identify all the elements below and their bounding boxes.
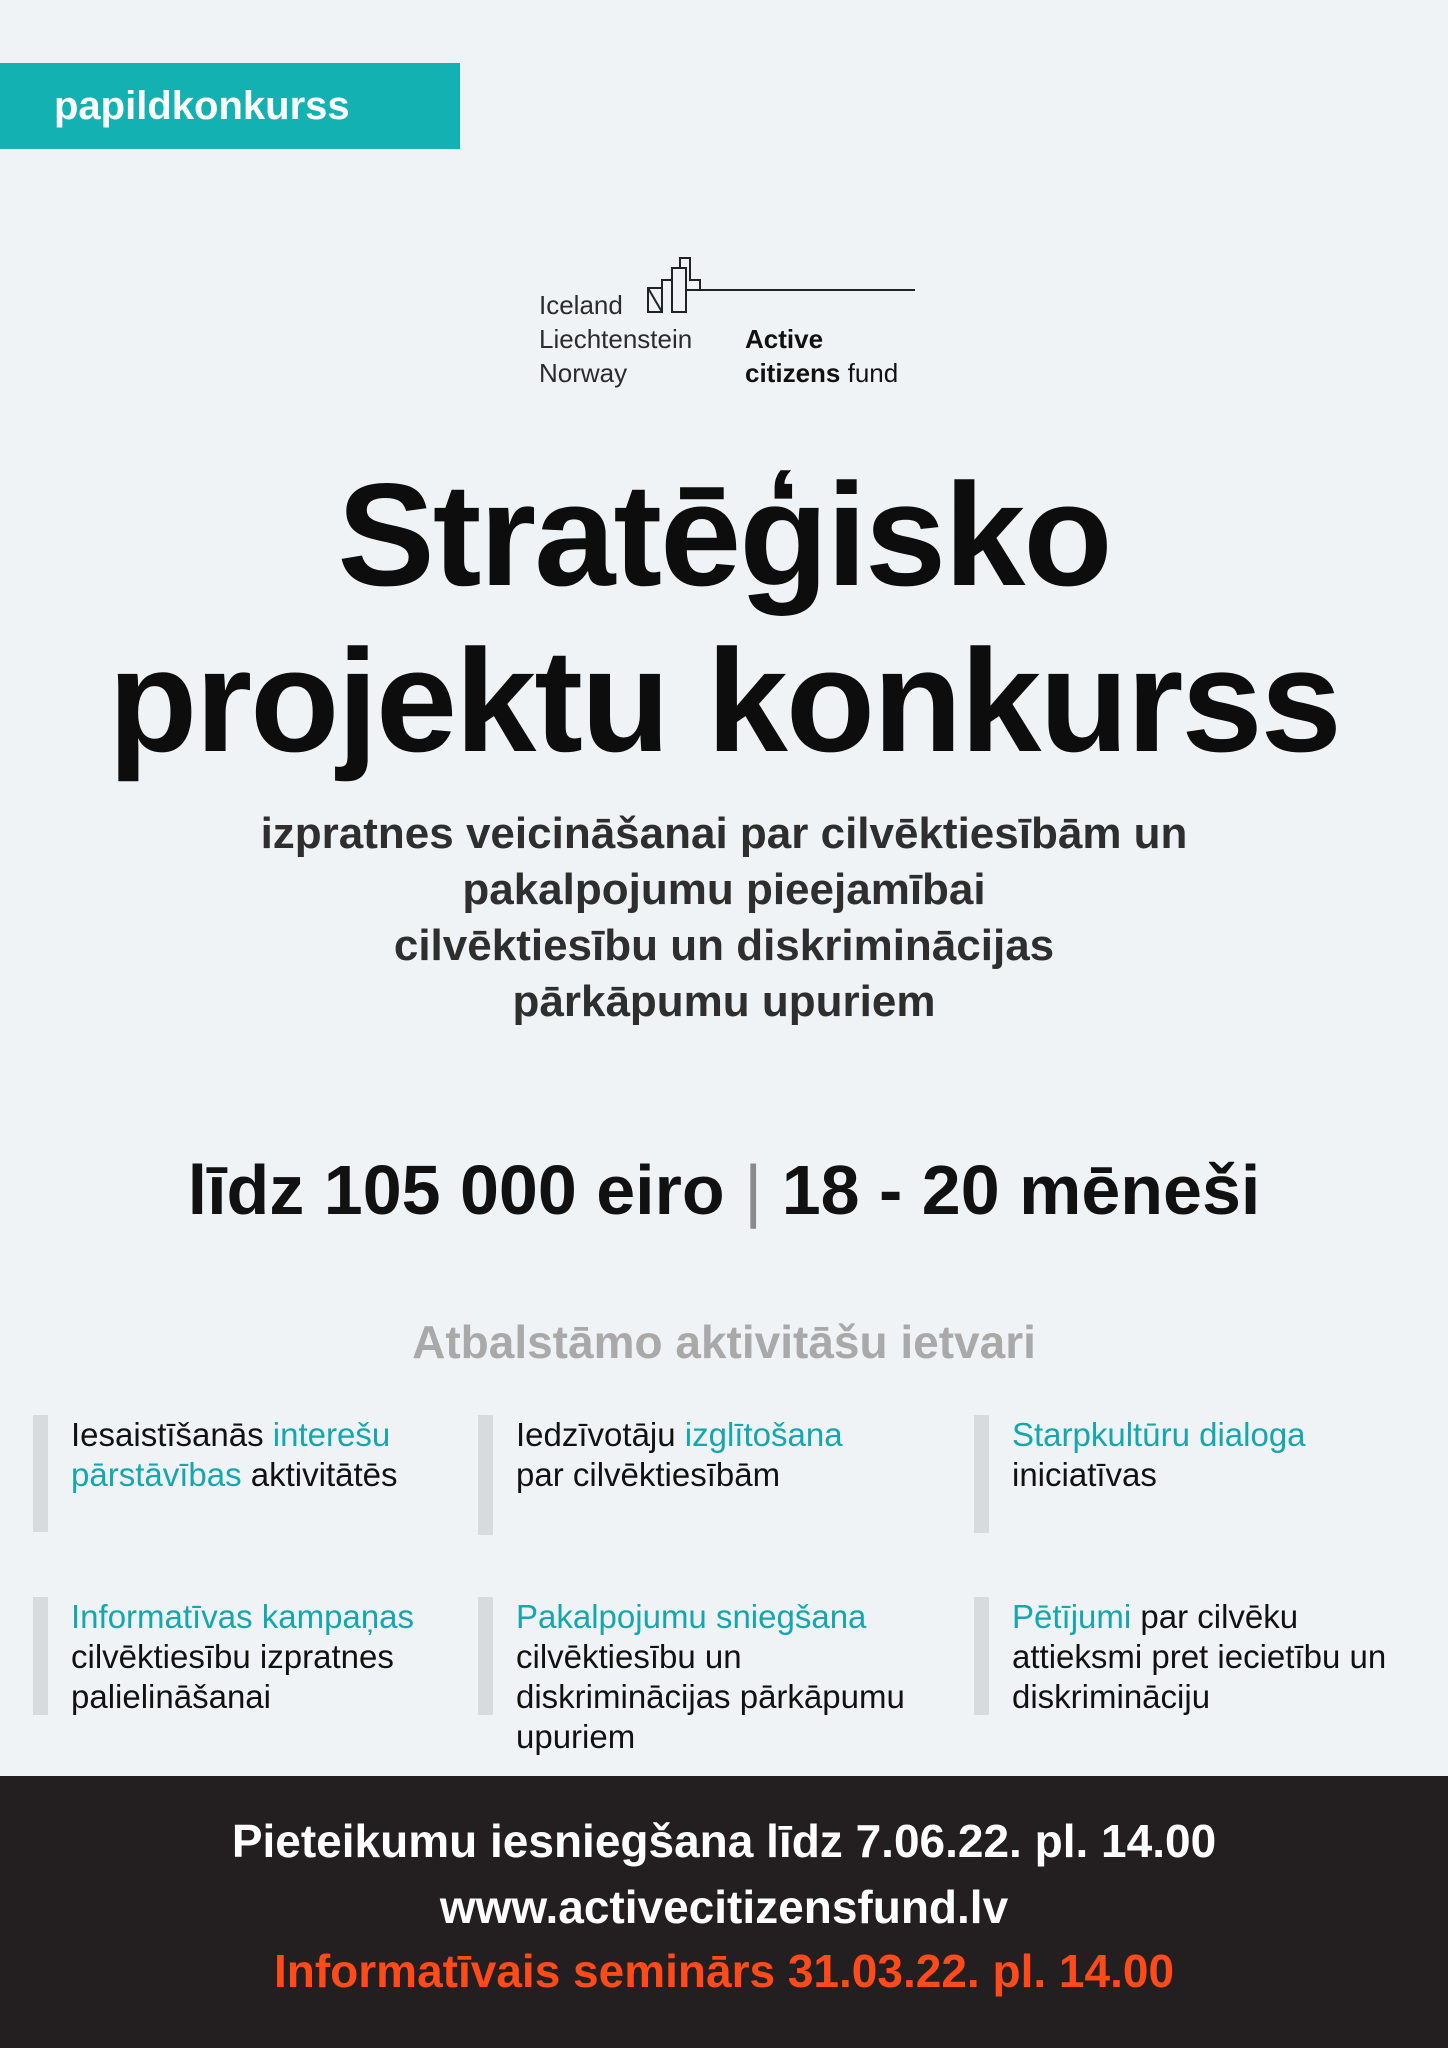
activity-text xyxy=(516,1415,896,1495)
country-iceland: Iceland xyxy=(539,290,623,320)
card-accent-bar xyxy=(974,1597,989,1715)
subtitle-line-3: cilvēktiesību un diskriminācijas xyxy=(393,921,1055,970)
activity-text xyxy=(516,1597,936,1757)
funding-amount: līdz 105 000 eiro xyxy=(187,1151,725,1229)
activity-highlight: Informatīvas kampaņas xyxy=(71,1598,414,1635)
activity-text xyxy=(71,1597,471,1717)
activity-text-post: iniciatīvas xyxy=(1012,1456,1157,1493)
activity-text-pre: Iedzīvotāju xyxy=(516,1416,685,1453)
subtitle-line-1: izpratnes veicināšanai par cilvēktiesībām un xyxy=(260,809,1188,858)
activity-text-post: par cilvēktiesībām xyxy=(516,1456,781,1493)
subtitle-line-2: pakalpojumu pieejamībai xyxy=(462,865,986,914)
brand-citizens: citizens xyxy=(745,358,841,388)
activity-text-post: aktivitātēs xyxy=(241,1456,398,1493)
activity-text-post: cilvēktiesību un diskriminācijas pārkāpumu upuriem xyxy=(516,1638,905,1755)
country-liechtenstein: Liechtenstein xyxy=(539,324,693,354)
fund-brand-name xyxy=(745,322,898,390)
activity-text-post: cilvēktiesību izpratnes palielināšanai xyxy=(71,1638,394,1715)
application-deadline: Pieteikumu iesniegšana līdz 7.06.22. pl. 14.00 xyxy=(231,1815,1217,1867)
card-accent-bar xyxy=(33,1415,48,1532)
website-link[interactable]: www.activecitizensfund.lv xyxy=(439,1881,1009,1933)
title-line-2: projektu konkurss xyxy=(108,619,1340,782)
subtitle xyxy=(0,806,1448,1030)
card-accent-bar xyxy=(974,1415,989,1533)
countries-list xyxy=(539,288,692,390)
activity-text-post: par cilvēku attieksmi pret iecietību un diskrimināciju xyxy=(1012,1598,1387,1715)
funding-duration: 18 - 20 mēneši xyxy=(781,1151,1261,1229)
activities-heading: Atbalstāmo aktivitāšu ietvari xyxy=(412,1316,1036,1368)
activity-text-pre: Iesaistīšanās xyxy=(71,1416,273,1453)
brand-fund: fund xyxy=(847,358,899,388)
brand-active: Active xyxy=(745,324,824,354)
page-title xyxy=(0,452,1448,784)
funding-info xyxy=(0,1145,1448,1235)
active-citizens-fund-logo xyxy=(535,250,915,390)
subtitle-line-4: pārkāpumu upuriem xyxy=(512,977,936,1026)
activity-text xyxy=(1012,1415,1412,1495)
funding-separator: | xyxy=(744,1151,763,1229)
title-line-1: Stratēģisko xyxy=(337,453,1111,616)
contest-tag: papildkonkurss xyxy=(0,63,460,149)
activity-highlight: Pētījumi xyxy=(1012,1598,1132,1635)
activity-highlight: Starpkultūru dialoga xyxy=(1012,1416,1306,1453)
country-norway: Norway xyxy=(539,358,628,388)
activity-highlight: Pakalpojumu sniegšana xyxy=(516,1598,867,1635)
activity-text xyxy=(71,1415,491,1495)
activity-text xyxy=(1012,1597,1432,1717)
activity-highlight: interešu pārstāvības xyxy=(71,1416,391,1493)
footer xyxy=(0,1776,1448,2048)
activity-highlight: izglītošana xyxy=(684,1416,843,1453)
seminar-info: Informatīvais seminārs 31.03.22. pl. 14.00 xyxy=(273,1945,1175,1997)
card-accent-bar xyxy=(478,1415,493,1535)
card-accent-bar xyxy=(478,1597,493,1715)
card-accent-bar xyxy=(33,1597,48,1715)
